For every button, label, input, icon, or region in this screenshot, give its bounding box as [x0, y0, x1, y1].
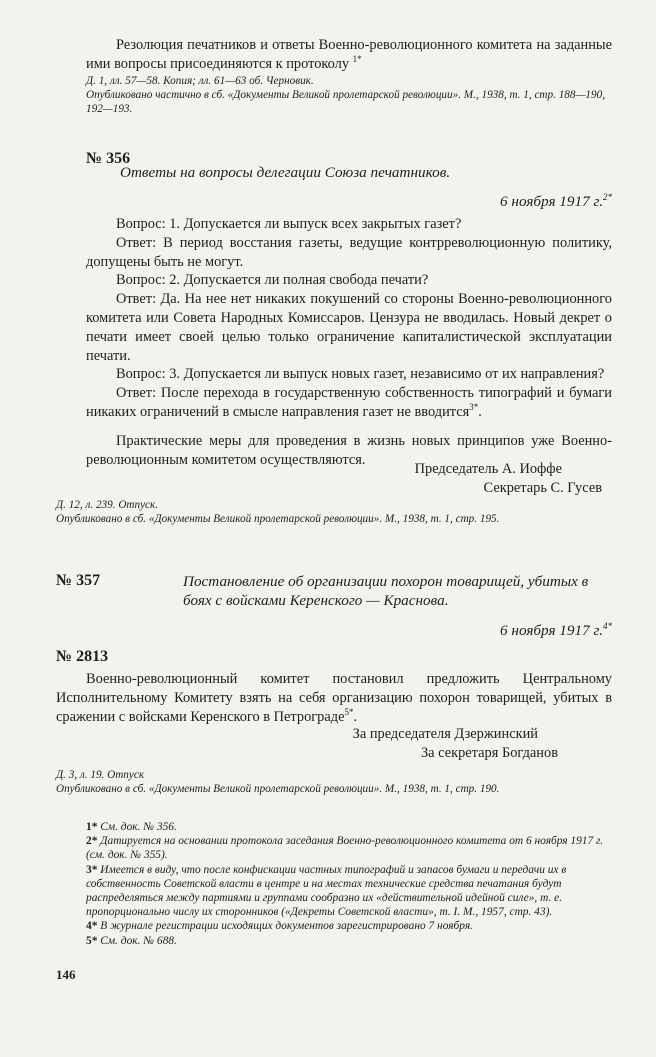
- doc-357-text: Военно-революционный комитет постановил предложить Центральному Исполнительному Комитету взять на себя организацию похорон товарищей, убитых в сражении с войсками Керенского в Петрограде$^{5*}$.: [56, 671, 612, 725]
- doc-356-source: [56, 498, 612, 527]
- doc-356-body: [86, 215, 612, 469]
- intro-published: Опубликовано частично в сб. «Документы Великой пролетарской революции». М., 1938, т. 1, стр. 188—190, 192—193.: [86, 88, 605, 116]
- doc-357-date-block: [86, 622, 612, 641]
- doc-357-title: Постановление об организации похорон товарищей, убитых в боях с войсками Керенского — Краснова.: [183, 573, 589, 609]
- doc-357-archive: Д. 3, л. 19. Отпуск: [56, 769, 145, 781]
- intro-text: Резолюция печатников и ответы Военно-революционного комитета на заданные ими вопросы присоединяются к протоколу $^{1*}$: [86, 37, 612, 72]
- doc-357-reg-number: № 2813: [56, 648, 109, 665]
- footnote: 2* Датируется на основании протокола заседания Военно-революционного комитета от 6 ноября 1917 г. (см. док. № 355).: [86, 835, 604, 862]
- signature-secretary: Секретарь С. Гусев: [483, 480, 602, 496]
- answer-2: Ответ: Да. На нее нет никаких покушений со стороны Военно-революционного комитета или Совета Народных Комиссаров. Цензура не вводилась. Новый декрет о печати имеет своей целью только ограничение капиталистической эксплуатации печати.: [86, 291, 612, 364]
- question-2: Вопрос: 2. Допускается ли полная свобода печати?: [116, 272, 429, 289]
- question-1: Вопрос: 1. Допускается ли выпуск всех закрытых газет?: [116, 216, 462, 232]
- question-3: Вопрос: 3. Допускается ли выпуск новых газет, независимо от их направления?: [116, 366, 605, 383]
- doc-357-signatures: [56, 725, 558, 763]
- doc-356-number: № 356: [86, 150, 131, 167]
- footnote: 4* В журнале регистрации исходящих документов зарегистрировано 7 ноября.: [86, 920, 473, 933]
- closing-paragraph: Практические меры для проведения в жизнь новых принципов уже Военно-революционным комитетом осуществляются.: [86, 432, 612, 468]
- answer-1: Ответ: В период восстания газеты, ведущие контрреволюционную политику, допущены быть не могут.: [86, 234, 612, 270]
- doc-356-published: Опубликовано в сб. «Документы Великой пролетарской революции». М., 1938, т. 1, стр. 195.: [56, 513, 500, 526]
- doc-356-archive: Д. 12, л. 239. Отпуск.: [56, 499, 159, 511]
- footnote: 1* См. док. № 356.: [86, 821, 177, 833]
- doc-357-source: [56, 768, 612, 797]
- signature-deputy-chairman: За председателя Дзержинский: [352, 726, 538, 742]
- doc-356-title: Ответы на вопросы делегации Союза печатников.: [120, 164, 451, 181]
- page-number: 146: [56, 967, 76, 982]
- intro-block: [86, 36, 612, 116]
- doc-357-number: № 357: [56, 572, 101, 589]
- doc-356-date: 6 ноября 1917 г.$^{2*}$: [500, 191, 612, 210]
- answer-3: Ответ: После перехода в государственную собственность типографий и бумаги никаких ограничений в смысле направления газет не вводится$^{3*}$.: [86, 385, 612, 420]
- signature-chairman: Председатель А. Иоффе: [414, 461, 562, 477]
- doc-356-signatures: [86, 460, 602, 498]
- doc-356-title-block: [120, 164, 536, 183]
- footnotes: [86, 820, 612, 948]
- doc-357-published: Опубликовано в сб. «Документы Великой пролетарской революции». М., 1938, т. 1, стр. 190.: [56, 783, 500, 796]
- doc-357-body: [56, 670, 612, 726]
- doc-357-date: 6 ноября 1917 г.$^{4*}$: [500, 620, 612, 639]
- intro-archive: Д. 1, лл. 57—58. Копия; лл. 61—63 об. Черновик.: [86, 74, 314, 87]
- footnote: 3* Имеется в виду, что после конфискации частных типографий и запасов бумаги и передачи их в собственность Советской власти в центре и на местах технические средства печатания будут распределяться между партиями и группами сообразно их «действительной идейной силе», т. е. пропорционально числу их сторонников («Декреты Советской власти», т. I. М., 1957, стр. 43).: [86, 863, 567, 919]
- signature-deputy-secretary: За секретаря Богданов: [420, 745, 558, 761]
- footnote: 5* См. док. № 688.: [86, 934, 177, 947]
- doc-356-date-block: [86, 193, 612, 212]
- doc-357-title-block: [183, 573, 612, 610]
